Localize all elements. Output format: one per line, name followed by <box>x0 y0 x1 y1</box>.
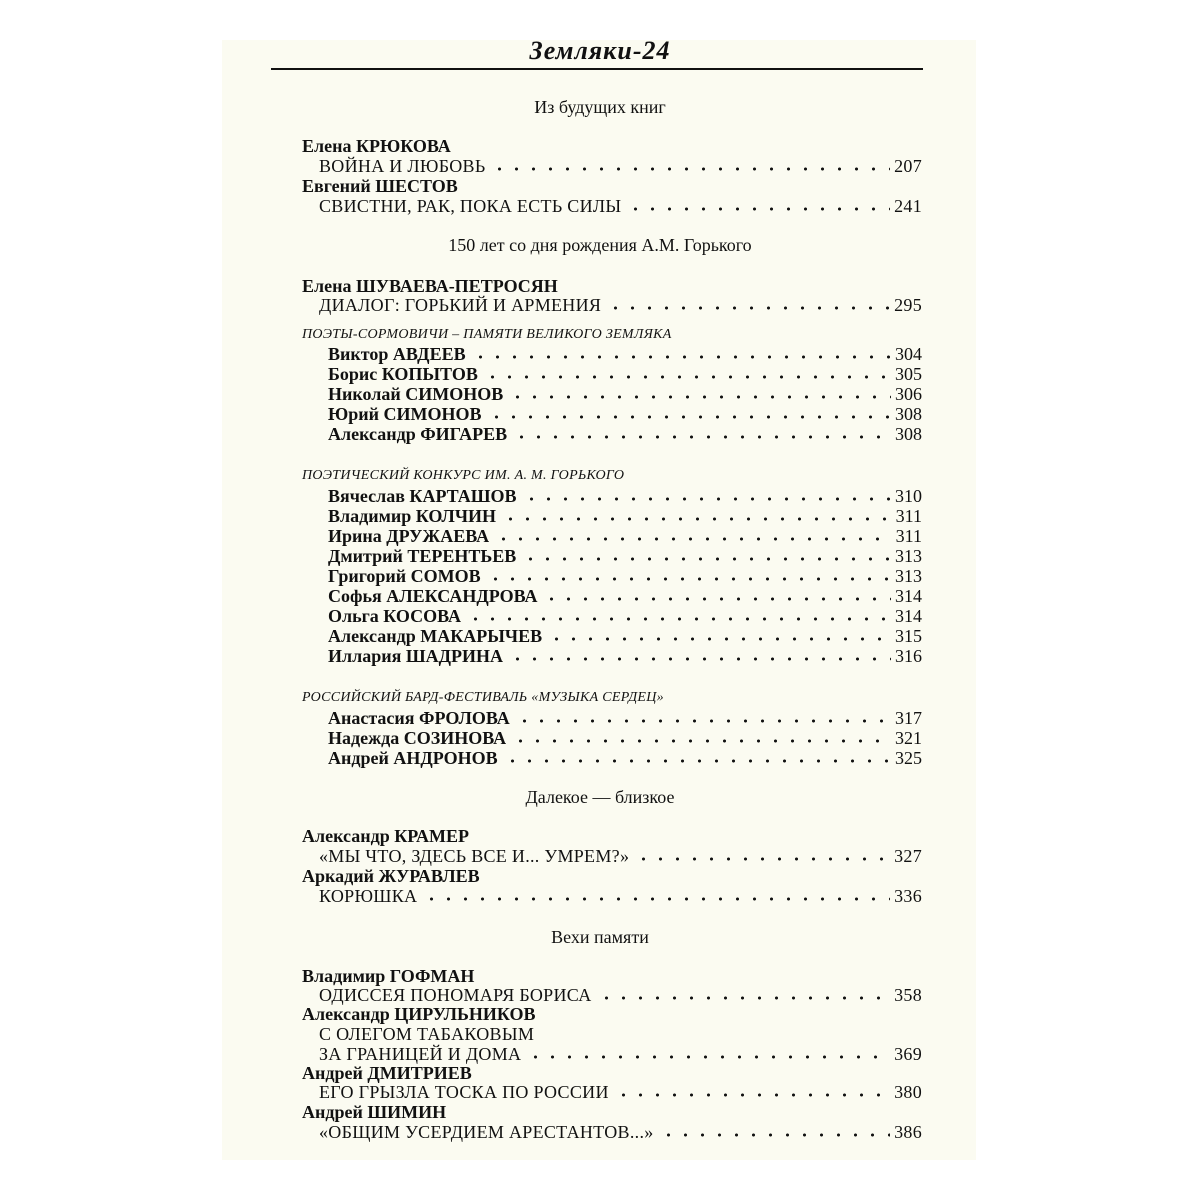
author-name: Владимир КОЛЧИН <box>328 506 497 526</box>
toc-entry-contest[interactable] <box>328 606 922 626</box>
author-shestov: Евгений ШЕСТОВ <box>302 176 458 196</box>
header-rule <box>271 68 923 70</box>
page-number: 336 <box>894 886 922 906</box>
author-name: Борис КОПЫТОВ <box>328 364 478 384</box>
author-name: Виктор АВДЕЕВ <box>328 344 466 364</box>
toc-entry-voyna[interactable] <box>319 156 922 176</box>
toc-entry-sormovo[interactable] <box>328 344 922 364</box>
toc-entry-koryushka[interactable] <box>319 886 922 906</box>
author-name: Ирина ДРУЖАЕВА <box>328 526 490 546</box>
toc-entry-sormovo[interactable] <box>328 384 922 404</box>
page-number: 207 <box>894 156 922 176</box>
page-number: 304 <box>895 344 922 364</box>
work-title: ДИАЛОГ: ГОРЬКИЙ И АРМЕНИЯ <box>319 295 602 315</box>
author-name: Андрей АНДРОНОВ <box>328 748 498 768</box>
toc-entry-sormovo[interactable] <box>328 404 922 424</box>
leader-dots <box>615 1093 890 1097</box>
page-number: 317 <box>895 708 922 728</box>
page-number: 311 <box>895 526 922 546</box>
toc-entry-bard[interactable] <box>328 748 922 768</box>
leader-dots <box>598 996 891 1000</box>
author-zhuravlev: Аркадий ЖУРАВЛЕВ <box>302 866 480 886</box>
leader-dots <box>523 497 891 501</box>
toc-entry-tabakov[interactable] <box>319 1044 922 1064</box>
subsection-sormovo-poets: ПОЭТЫ-СОРМОВИЧИ – ПАМЯТИ ВЕЛИКОГО ЗЕМЛЯКА <box>302 327 672 342</box>
leader-dots <box>504 759 891 763</box>
author-name: Григорий СОМОВ <box>328 566 481 586</box>
leader-dots <box>513 435 891 439</box>
leader-dots <box>627 207 890 211</box>
work-title: «ОБЩИМ УСЕРДИЕМ АРЕСТАНТОВ...» <box>319 1122 654 1142</box>
leader-dots <box>488 415 891 419</box>
page-number: 316 <box>895 646 922 666</box>
toc-entry-bard[interactable] <box>328 728 922 748</box>
toc-entry-dialog[interactable] <box>319 295 922 315</box>
toc-entry-contest[interactable] <box>328 566 922 586</box>
page-number: 313 <box>895 566 922 586</box>
toc-entry-sormovo[interactable] <box>328 424 922 444</box>
toc-entry-svistni[interactable] <box>319 196 922 216</box>
leader-dots <box>607 306 890 310</box>
toc-entry-odisseya[interactable] <box>319 985 922 1005</box>
author-kryukova: Елена КРЮКОВА <box>302 136 451 156</box>
page-number: 308 <box>895 424 922 444</box>
leader-dots <box>512 739 891 743</box>
page-number: 295 <box>894 295 922 315</box>
author-shuvaeva: Елена ШУВАЕВА-ПЕТРОСЯН <box>302 276 558 296</box>
page-number: 314 <box>895 586 922 606</box>
toc-entry-umrem[interactable] <box>319 846 922 866</box>
section-heading-future-books: Из будущих книг <box>534 97 666 117</box>
leader-dots <box>484 375 891 379</box>
author-gofman: Владимир ГОФМАН <box>302 966 475 986</box>
author-name: Александр МАКАРЫЧЕВ <box>328 626 543 646</box>
leader-dots <box>548 637 891 641</box>
page-number: 314 <box>895 606 922 626</box>
work-title: ВОЙНА И ЛЮБОВЬ <box>319 156 486 176</box>
page-number: 313 <box>895 546 922 566</box>
author-name: Александр ФИГАРЕВ <box>328 424 508 444</box>
author-name: Софья АЛЕКСАНДРОВА <box>328 586 538 606</box>
leader-dots <box>467 617 891 621</box>
author-name: Анастасия ФРОЛОВА <box>328 708 510 728</box>
work-title-first-line: С ОЛЕГОМ ТАБАКОВЫМ <box>319 1024 535 1044</box>
author-name: Юрий СИМОНОВ <box>328 404 482 424</box>
page-number: 305 <box>895 364 922 384</box>
author-shimin: Андрей ШИМИН <box>302 1102 447 1122</box>
section-heading-gorky: 150 лет со дня рождения А.М. Горького <box>448 235 752 255</box>
leader-dots <box>522 557 891 561</box>
author-tsirulnikov: Александр ЦИРУЛЬНИКОВ <box>302 1004 536 1024</box>
toc-entry-arestanty[interactable] <box>319 1122 922 1142</box>
leader-dots <box>472 355 891 359</box>
toc-entry-bard[interactable] <box>328 708 922 728</box>
page-number: 369 <box>894 1044 922 1064</box>
author-name: Дмитрий ТЕРЕНТЬЕВ <box>328 546 517 566</box>
toc-entry-contest[interactable] <box>328 626 922 646</box>
page-number: 306 <box>895 384 922 404</box>
page-number: 321 <box>895 728 922 748</box>
toc-entry-contest[interactable] <box>328 646 922 666</box>
author-name: Иллария ШАДРИНА <box>328 646 503 666</box>
leader-dots <box>543 597 891 601</box>
work-title: ЗА ГРАНИЦЕЙ И ДОМА <box>319 1044 522 1064</box>
subsection-bard-festival: РОССИЙСКИЙ БАРД-ФЕСТИВАЛЬ «МУЗЫКА СЕРДЕЦ» <box>302 690 664 705</box>
page-number: 241 <box>894 196 922 216</box>
page-number: 380 <box>894 1082 922 1102</box>
toc-entry-contest[interactable] <box>328 526 922 546</box>
author-name: Надежда СОЗИНОВА <box>328 728 507 748</box>
author-kramer: Александр КРАМЕР <box>302 826 469 846</box>
work-title: ЕГО ГРЫЗЛА ТОСКА ПО РОССИИ <box>319 1082 609 1102</box>
author-name: Николай СИМОНОВ <box>328 384 504 404</box>
section-heading-memory: Вехи памяти <box>551 927 649 947</box>
work-title: СВИСТНИ, РАК, ПОКА ЕСТЬ СИЛЫ <box>319 196 622 216</box>
page-number: 386 <box>894 1122 922 1142</box>
leader-dots <box>527 1055 890 1059</box>
leader-dots <box>487 577 891 581</box>
leader-dots <box>491 167 890 171</box>
toc-entry-contest[interactable] <box>328 586 922 606</box>
leader-dots <box>495 537 892 541</box>
leader-dots <box>423 897 890 901</box>
leader-dots <box>502 517 892 521</box>
page-number: 308 <box>895 404 922 424</box>
leader-dots <box>509 395 891 399</box>
running-header-title: Земляки-24 <box>529 36 671 65</box>
section-heading-far-near: Далекое — близкое <box>525 787 675 807</box>
page-number: 311 <box>895 506 922 526</box>
work-title: «МЫ ЧТО, ЗДЕСЬ ВСЕ И... УМРЕМ?» <box>319 846 630 866</box>
page-number: 327 <box>894 846 922 866</box>
toc-entry-contest[interactable] <box>328 486 922 506</box>
author-name: Вячеслав КАРТАШОВ <box>328 486 517 506</box>
subsection-poetry-contest: ПОЭТИЧЕСКИЙ КОНКУРС ИМ. А. М. ГОРЬКОГО <box>302 468 625 483</box>
author-dmitriev: Андрей ДМИТРИЕВ <box>302 1063 472 1083</box>
leader-dots <box>509 657 891 661</box>
toc-entry-toska[interactable] <box>319 1082 922 1102</box>
page-number: 358 <box>894 985 922 1005</box>
work-title: КОРЮШКА <box>319 886 418 906</box>
work-title: ОДИССЕЯ ПОНОМАРЯ БОРИСА <box>319 985 592 1005</box>
leader-dots <box>516 719 891 723</box>
page-number: 315 <box>895 626 922 646</box>
page-number: 310 <box>895 486 922 506</box>
toc-entry-contest[interactable] <box>328 506 922 526</box>
leader-dots <box>635 857 890 861</box>
leader-dots <box>660 1133 891 1137</box>
author-name: Ольга КОСОВА <box>328 606 461 626</box>
toc-entry-contest[interactable] <box>328 546 922 566</box>
page-number: 325 <box>895 748 922 768</box>
toc-entry-sormovo[interactable] <box>328 364 922 384</box>
